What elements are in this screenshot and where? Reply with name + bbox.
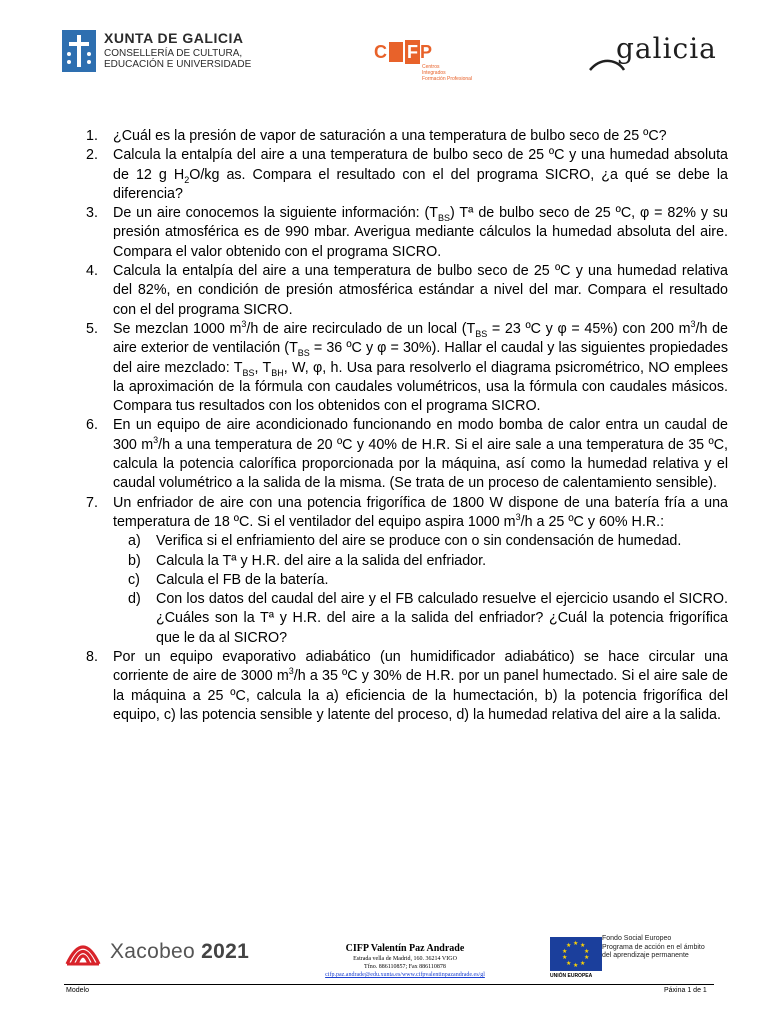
eu-program-text: Fondo Social Europeo Programa de acción en el ámbito del aprendizaje permanente [602,935,705,959]
xacobeo-word: Xacobeo [110,940,196,963]
eu-flag-icon: ★ ★ ★ ★ ★ ★ ★ ★ ★ ★ [550,937,602,971]
page-number: Páxina 1 de 1 [664,987,707,994]
question-3 [86,204,728,262]
xacobeo-year: 2021 [201,940,250,963]
school-phone: Tfno. 886110857; Fax 886110878 [364,964,446,970]
xacobeo-logo [64,934,249,970]
question-text: Un enfriador de aire con una potencia frigorífica de 1800 W dispone de una batería fría a una temperatura de 18 ºC. Si el ventilador del equipo aspira 1000 $m^3/h$ a 25 ºC y 60% H.R.: [113,494,728,530]
question-text: ¿Cuál es la presión de vapor de saturación a una temperatura de bulbo seco de 25 ºC? [113,128,667,144]
question-5 [86,320,728,416]
question-number: 5. [86,320,98,337]
question-number: 8. [86,649,98,666]
question-number: 1. [86,128,98,144]
eu-logo [550,937,602,980]
model-label: Modelo [66,987,89,994]
question-number: 7. [86,494,98,511]
cifp-sub-3: Formación Profesional [422,76,473,82]
question-text: Por un equipo evaporativo adiabático (un humidificador adiabático) se hace circular una corriente de aire de 3000 $m^3/h$ a 35 ºC y 30% de H.R. por un panel humectado. Si el aire sale de la máquina a 25 ºC, calcula la a) eficiencia de la humectación, b) la potencia frigorífica del equipo, c) las potencia sensible y latente del proceso, d) la humedad relativa del aire a la salida. [113,649,728,723]
question-7-sub-d: d) Con los datos del caudal del aire y el FB calculado resuelve el ejercicio usando el SICRO. ¿Cuáles son la Tª y H.R. del aire a la salida del enfriador? ¿Cuál la potencia frigorífica que le da al SICRO? [128,591,728,646]
question-number: 2. [86,147,98,164]
xunta-subtitle-2: EDUCACIÓN E UNIVERSIDADE [104,59,252,70]
question-7-sub-b: b) Calcula la Tª y H.R. del aire a la salida del enfriador. [128,552,487,569]
question-text: Se mezclan 1000 $m^3/h$ de aire recirculado de un local ($T_{BS} = 23$ ºC y φ = 45%) con 200 $m^3/h$ de aire exterior de ventilación ($T_{BS} = 36$ ºC y φ = 30%). Hallar el caudal y las siguientes propiedades del aire mezclado: $T_{BS}$, $T_{BH}$, W, φ, h. Usa para resolverlo el diagrama psicrométrico, NO emplees la aproximación de la fórmula con caudales volumétricos, usa la fórmula con caudales másicos. Compara tus resultados con los obtenidos con el programa SICRO. [113,319,729,415]
school-address: Estrada vella de Madrid, 160. 36214 VIGO [353,956,457,962]
cifp-sub-2: Integrados [422,70,446,76]
galicia-logo [588,26,728,76]
scallop-shell-icon [64,934,102,970]
question-8 [86,648,728,725]
exercise-list [86,127,728,725]
question-7-sub-a: a) Verifica si el enfriamiento del aire se produce con o sin condensación de humedad. [128,533,682,550]
xunta-logo [62,30,251,72]
xunta-subtitle-1: CONSELLERÍA DE CULTURA, [104,48,243,59]
eu-label: UNIÓN EUROPEA [550,973,593,979]
xunta-shield-icon [62,30,96,72]
question-1 [86,127,728,146]
school-info [300,943,510,979]
question-6 [86,416,728,493]
question-7-sub-c: c) Calcula el FB de la batería. [128,571,329,588]
galicia-wordmark: galicia [616,32,717,65]
cifp-logo: C F P Centros Integrados Formación Profesional [374,42,473,82]
question-text: Calcula la entalpía del aire a una temperatura de bulbo seco de 25 ºC y una humedad absoluta de 12 g $H_2O/kg$ as. Compara el resultado con el del programa SICRO, ¿a qué se debe la diferencia? [113,147,729,202]
question-4 [86,262,728,320]
question-text: Calcula la entalpía del aire a una temperatura de bulbo seco de 25 ºC y una humedad relativa del 82%, en condición de presión atmosférica estándar a nivel del mar. Compara el resultado con el del programa SICRO. [113,263,728,318]
school-links[interactable]: cifp.paz.andrade@edu.xunta.es/www.cifpvalentinpazandrade.es/gl [325,972,485,978]
question-number: 3. [86,205,98,222]
question-text: De un aire conocemos la siguiente información: $(T_{BS})$ Tª de bulbo seco de 25 ºC, φ = 82% y su presión atmosférica es de 990 mbar. Averigua mediante cálculos la humedad absoluta del aire. Compara el valor obtenido con el programa SICRO. [113,205,728,260]
question-7 [86,494,728,533]
xunta-title: XUNTA DE GALICIA [104,30,244,46]
question-2 [86,146,728,204]
question-number: 6. [86,417,98,434]
footer-divider [64,984,714,985]
question-text: En un equipo de aire acondicionado funcionando en modo bomba de calor entra un caudal de 300 $m^3/h$ a una temperatura de 20 ºC y 40% de H.R. Si el aire sale a una temperatura de 35 ºC, calcula la potencia calorífica proporcionada por la máquina, así como la humedad relativa y el caudal volumétrico a la salida de la misma. (Se trata de un proceso de calentamiento sensible). [113,417,728,492]
school-name: CIFP Valentín Paz Andrade [345,943,465,954]
cifp-sub-1: Centros [422,64,440,70]
question-number: 4. [86,263,98,280]
